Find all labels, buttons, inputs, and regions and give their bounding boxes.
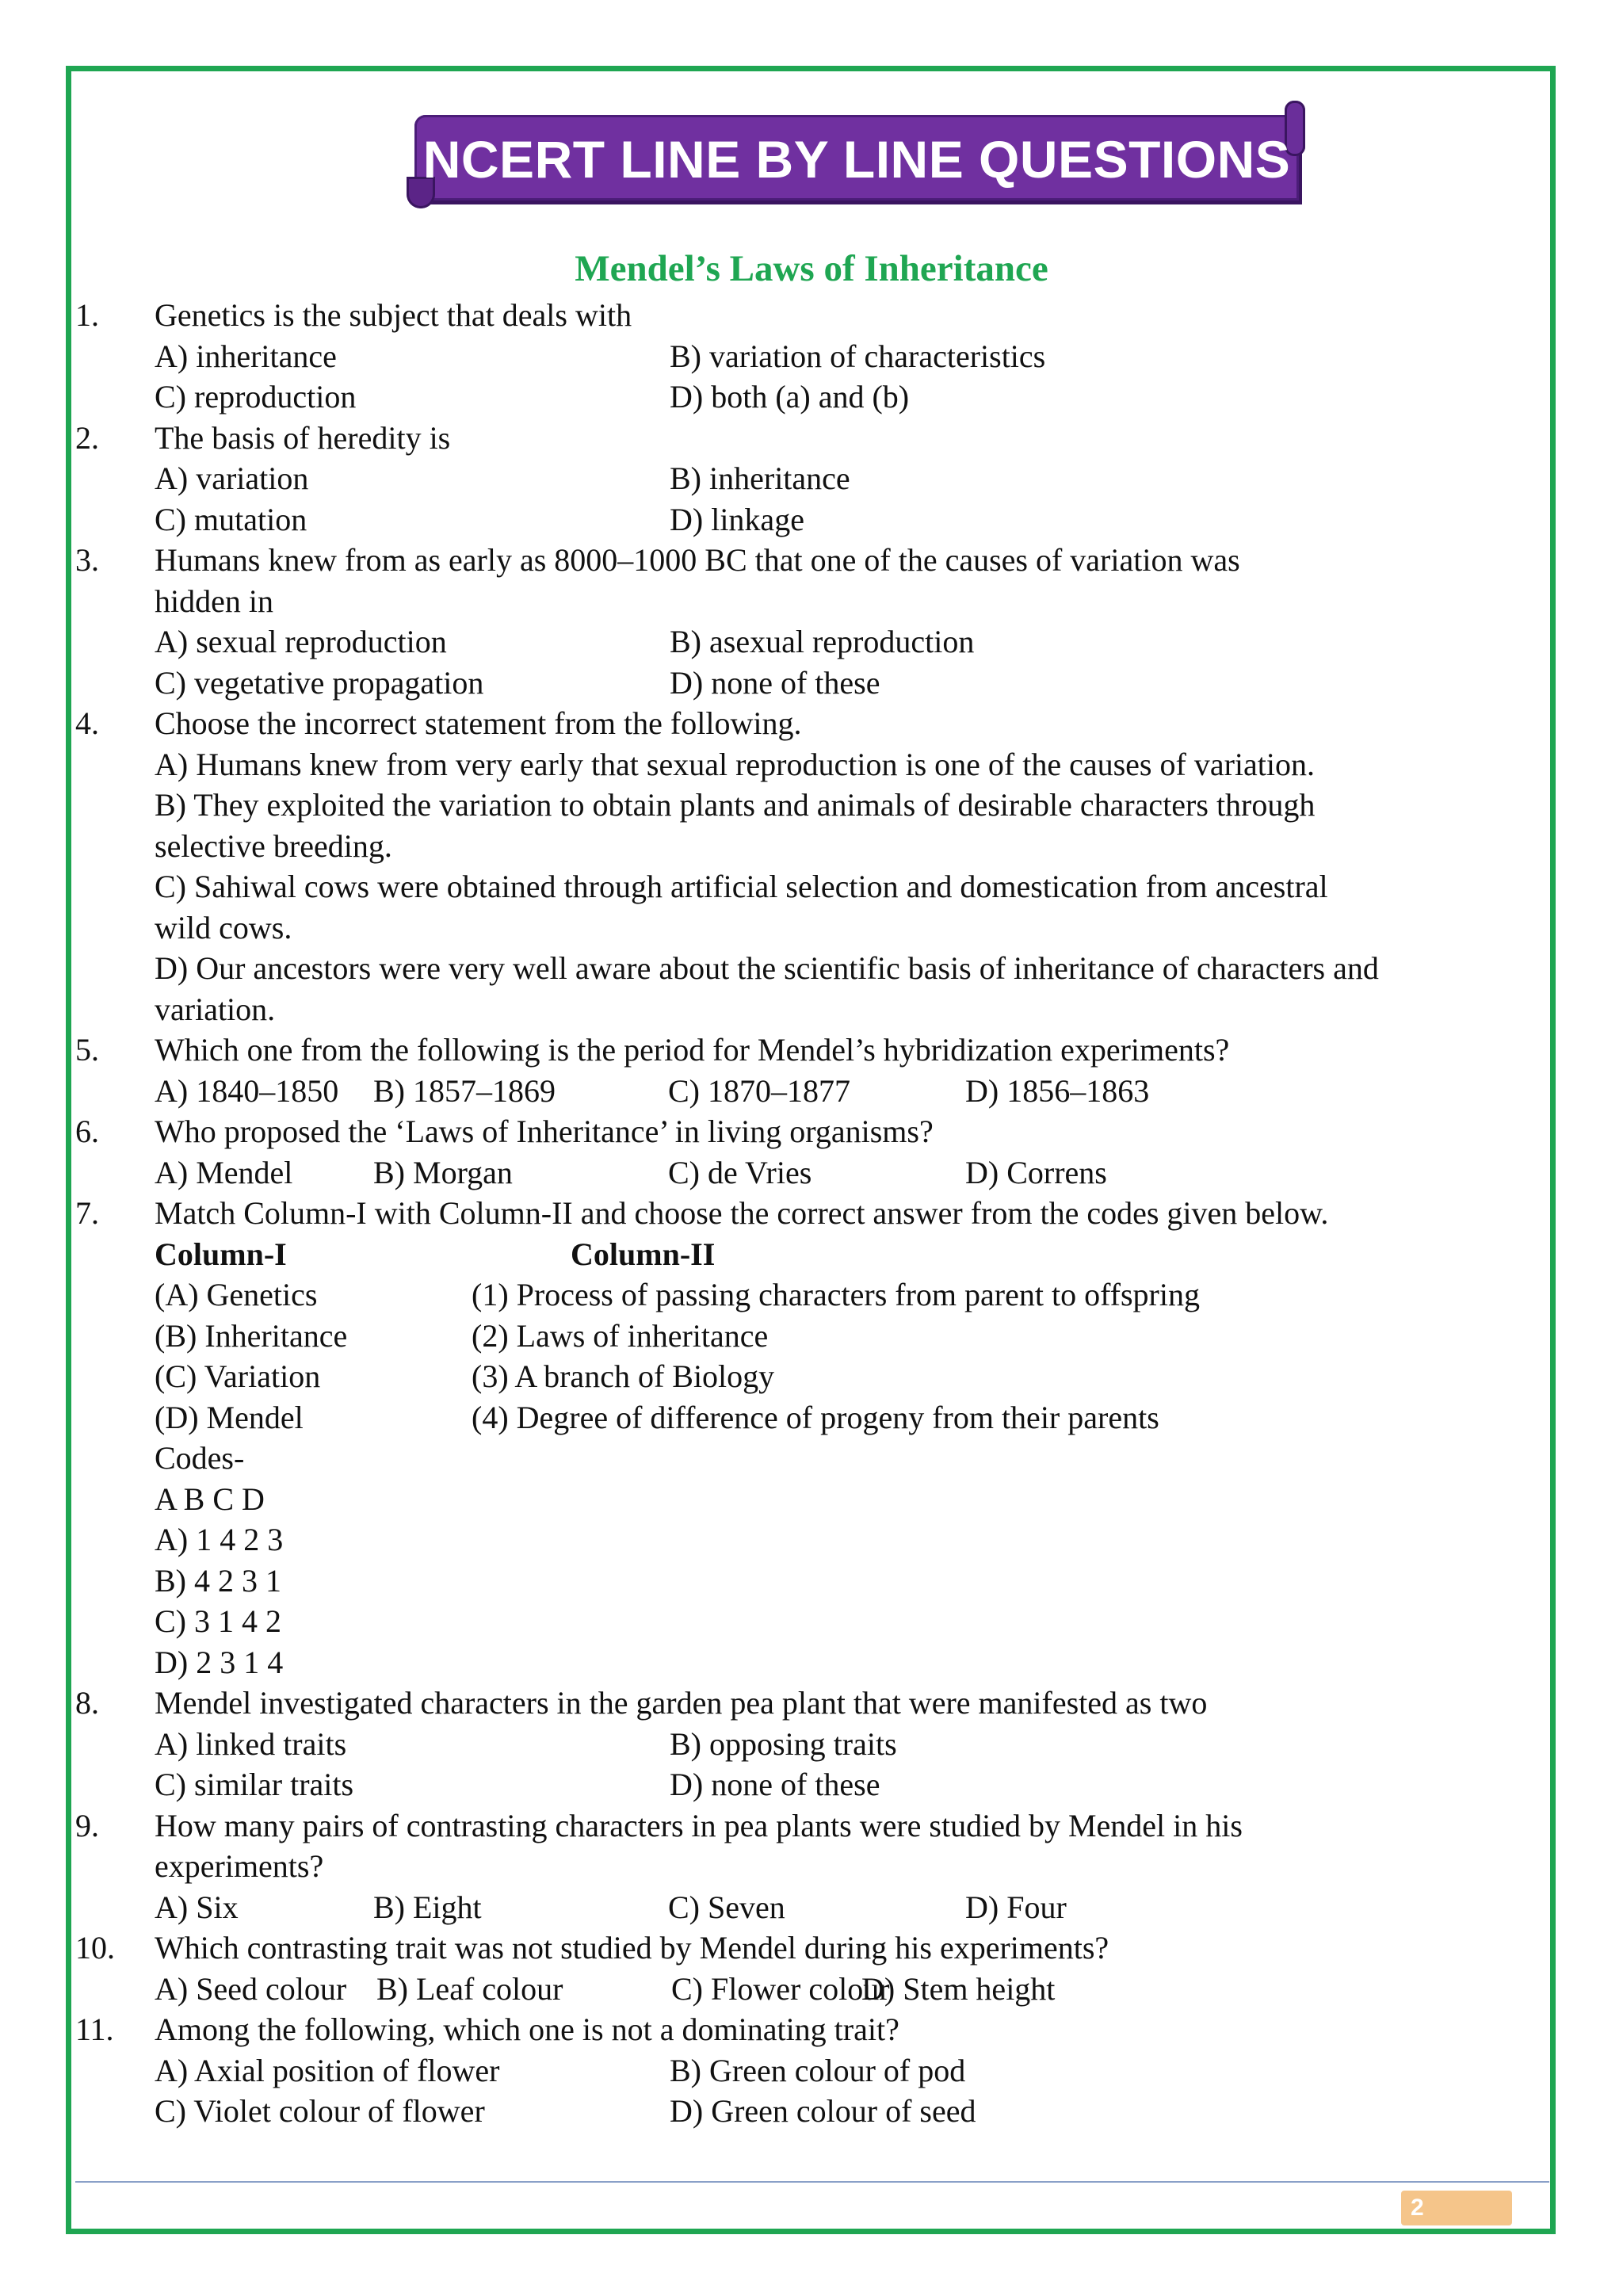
question-number: 3. bbox=[75, 542, 99, 578]
option: C) Flower colour bbox=[671, 1970, 890, 2007]
question-9 bbox=[75, 1805, 1557, 1928]
option: A) Six bbox=[155, 1889, 239, 1925]
question-text: Choose the incorrect statement from the following. bbox=[155, 705, 802, 741]
question-7 bbox=[75, 1193, 1557, 1683]
question-text: Genetics is the subject that deals with bbox=[155, 297, 632, 333]
code-option: C) 3 1 4 2 bbox=[155, 1603, 281, 1639]
option: B) opposing traits bbox=[670, 1725, 897, 1762]
option: D) Stem height bbox=[861, 1970, 1056, 2007]
match-left: (B) Inheritance bbox=[155, 1317, 348, 1354]
question-3 bbox=[75, 540, 1557, 703]
option-line: D) Our ancestors were very well aware about the scientific basis of inheritance of characters and bbox=[155, 950, 1379, 986]
option: D) both (a) and (b) bbox=[670, 379, 910, 415]
option: C) 1870–1877 bbox=[668, 1072, 850, 1109]
column-1-heading: Column-I bbox=[155, 1236, 287, 1272]
match-right: (1) Process of passing characters from parent to offspring bbox=[472, 1277, 1200, 1312]
option: D) Green colour of seed bbox=[670, 2093, 976, 2129]
question-number: 2. bbox=[75, 419, 99, 456]
code-option: A) 1 4 2 3 bbox=[155, 1522, 284, 1557]
question-4 bbox=[75, 703, 1557, 1030]
question-text: Humans knew from as early as 8000–1000 BC that one of the causes of variation was bbox=[155, 542, 1240, 578]
question-text: Who proposed the ‘Laws of Inheritance’ in living organisms? bbox=[155, 1114, 934, 1149]
option: B) Green colour of pod bbox=[670, 2052, 966, 2088]
question-text-continued: experiments? bbox=[155, 1848, 324, 1884]
option-line: A) Humans knew from very early that sexual reproduction is one of the causes of variation. bbox=[155, 746, 1315, 782]
option: B) Morgan bbox=[373, 1154, 513, 1190]
question-number: 5. bbox=[75, 1032, 99, 1068]
question-number: 11. bbox=[75, 2011, 114, 2047]
question-number: 4. bbox=[75, 705, 99, 741]
option: A) 1840–1850 bbox=[155, 1072, 339, 1109]
question-8 bbox=[75, 1683, 1557, 1805]
option: A) sexual reproduction bbox=[155, 624, 447, 659]
banner-title: NCERT LINE BY LINE QUESTIONS bbox=[422, 130, 1291, 189]
match-left: (D) Mendel bbox=[155, 1399, 304, 1435]
question-6 bbox=[75, 1111, 1557, 1193]
option: C) vegetative propagation bbox=[155, 664, 484, 701]
option: B) variation of characteristics bbox=[670, 338, 1046, 374]
option: C) Violet colour of flower bbox=[155, 2093, 485, 2129]
question-5 bbox=[75, 1030, 1557, 1111]
question-list bbox=[75, 295, 1557, 2132]
question-number: 7. bbox=[75, 1195, 99, 1231]
option: C) Seven bbox=[668, 1889, 785, 1925]
question-text-continued: hidden in bbox=[155, 583, 273, 619]
option: B) asexual reproduction bbox=[670, 624, 975, 659]
question-2 bbox=[75, 418, 1557, 541]
question-number: 10. bbox=[75, 1930, 115, 1966]
question-number: 6. bbox=[75, 1114, 99, 1149]
question-text: The basis of heredity is bbox=[155, 419, 451, 456]
option: D) none of these bbox=[670, 1767, 880, 1802]
option-line: C) Sahiwal cows were obtained through artificial selection and domestication from ancestral bbox=[155, 869, 1328, 904]
code-option: D) 2 3 1 4 bbox=[155, 1644, 284, 1680]
codes-label: Codes- bbox=[155, 1440, 245, 1476]
footer-divider bbox=[75, 2181, 1549, 2183]
match-right: (3) A branch of Biology bbox=[472, 1358, 775, 1394]
question-text: How many pairs of contrasting characters in pea plants were studied by Mendel in his bbox=[155, 1807, 1243, 1843]
option-line: B) They exploited the variation to obtain plants and animals of desirable characters through bbox=[155, 787, 1316, 823]
option: B) 1857–1869 bbox=[373, 1072, 556, 1109]
match-right: (4) Degree of difference of progeny from their parents bbox=[472, 1399, 1159, 1435]
question-11 bbox=[75, 2009, 1557, 2132]
question-number: 9. bbox=[75, 1807, 99, 1843]
option: D) 1856–1863 bbox=[965, 1072, 1150, 1109]
title-banner bbox=[414, 115, 1299, 201]
option: C) reproduction bbox=[155, 379, 357, 415]
section-title: Mendel’s Laws of Inheritance bbox=[575, 248, 1048, 289]
option: D) Correns bbox=[965, 1154, 1107, 1190]
question-text: Which contrasting trait was not studied by Mendel during his experiments? bbox=[155, 1930, 1109, 1966]
option: D) Four bbox=[965, 1889, 1067, 1925]
question-number: 1. bbox=[75, 297, 99, 333]
column-2-heading: Column-II bbox=[571, 1236, 716, 1272]
match-left: (A) Genetics bbox=[155, 1277, 318, 1312]
option: A) variation bbox=[155, 460, 309, 496]
option: B) Leaf colour bbox=[376, 1970, 563, 2007]
question-10 bbox=[75, 1927, 1557, 2009]
option: A) Seed colour bbox=[155, 1970, 347, 2007]
question-number: 8. bbox=[75, 1685, 99, 1721]
option-line: selective breeding. bbox=[155, 827, 392, 864]
option: A) Axial position of flower bbox=[155, 2052, 500, 2088]
match-right: (2) Laws of inheritance bbox=[472, 1317, 769, 1354]
option-line: variation. bbox=[155, 991, 276, 1027]
match-left: (C) Variation bbox=[155, 1358, 321, 1394]
option: C) similar traits bbox=[155, 1767, 354, 1802]
codes-header: A B C D bbox=[155, 1480, 265, 1517]
option: A) Mendel bbox=[155, 1154, 293, 1190]
question-text: Among the following, which one is not a dominating trait? bbox=[155, 2011, 899, 2047]
option-line: wild cows. bbox=[155, 909, 292, 946]
question-text: Which one from the following is the period for Mendel’s hybridization experiments? bbox=[155, 1032, 1230, 1068]
option: B) inheritance bbox=[670, 460, 850, 496]
question-text: Mendel investigated characters in the garden pea plant that were manifested as two bbox=[155, 1685, 1208, 1721]
option: C) mutation bbox=[155, 501, 307, 537]
code-option: B) 4 2 3 1 bbox=[155, 1562, 281, 1599]
option: A) inheritance bbox=[155, 338, 337, 374]
question-1 bbox=[75, 295, 1557, 418]
question-text: Match Column-I with Column-II and choose the correct answer from the codes given below. bbox=[155, 1195, 1329, 1231]
option: C) de Vries bbox=[668, 1154, 812, 1190]
page-number-badge: 2 bbox=[1401, 2191, 1512, 2225]
option: B) Eight bbox=[373, 1889, 482, 1925]
option: D) linkage bbox=[670, 501, 804, 537]
option: A) linked traits bbox=[155, 1725, 347, 1762]
option: D) none of these bbox=[670, 664, 880, 701]
